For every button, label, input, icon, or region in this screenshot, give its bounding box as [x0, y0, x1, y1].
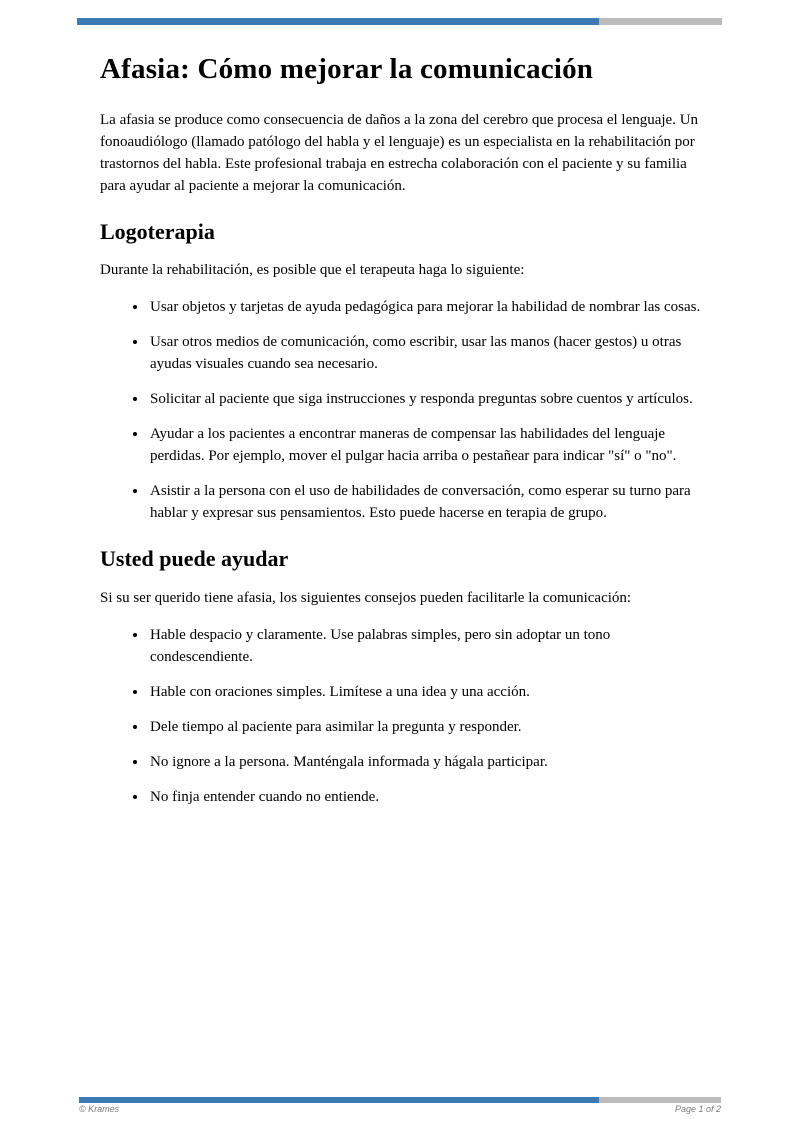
list-item: • Asistir a la persona con el uso de habilidades de conversación, como esperar su turno para hablar y expresar sus pensamientos. Esto puede hacerse en terapia de grupo.	[148, 480, 705, 524]
copyright-text: © Krames	[79, 1104, 120, 1114]
list-item: • Hable con oraciones simples. Limítese a una idea y una acción.	[148, 681, 705, 703]
list-item: • No ignore a la persona. Manténgala informada y hágala participar.	[148, 751, 705, 773]
intro-paragraph: La afasia se produce como consecuencia de daños a la zona del cerebro que procesa el lenguaje. Un fonoaudiólogo (llamado patólogo del habla y el lenguaje) es un especialista en la rehabilitación por trastornos del habla. Este profesional trabaja en estrecha colaboración con el paciente y su familia para ayudar al paciente a mejorar la comunicación.	[100, 111, 699, 194]
footer-accent-bar	[79, 1097, 721, 1103]
list-item: • Solicitar al paciente que siga instrucciones y responda preguntas sobre cuentos y artículos.	[148, 388, 705, 410]
section-lead-logoterapia: Durante la rehabilitación, es posible que el terapeuta haga lo siguiente:	[100, 262, 525, 279]
list-item: • Dele tiempo al paciente para asimilar la pregunta y responder.	[148, 716, 705, 738]
list-item: • Ayudar a los pacientes a encontrar maneras de compensar las habilidades del lenguaje perdidas. Por ejemplo, mover el pulgar hacia arriba o pestañear para indicar "sí" o "no".	[148, 423, 705, 467]
page-footer	[0, 1097, 800, 1130]
page-number: Page 1 of 2	[674, 1104, 721, 1114]
section-heading-usted-puede-ayudar: Usted puede ayudar	[100, 546, 289, 572]
section-lead-usted-puede-ayudar: Si su ser querido tiene afasia, los siguientes consejos pueden facilitarle la comunicación:	[100, 589, 632, 606]
footer-row	[79, 1104, 721, 1114]
footer-accent-bar-gray	[599, 1097, 721, 1103]
document-content	[100, 0, 705, 821]
list-item: • Hable despacio y claramente. Use palabras simples, pero sin adoptar un tono condescendiente.	[148, 624, 705, 668]
section-heading-logoterapia: Logoterapia	[100, 218, 215, 244]
page-title: Afasia: Cómo mejorar la comunicación	[100, 53, 594, 85]
footer-accent-bar-blue	[79, 1097, 599, 1103]
list-item: • Usar objetos y tarjetas de ayuda pedagógica para mejorar la habilidad de nombrar las cosas.	[148, 296, 705, 318]
list-item: • Usar otros medios de comunicación, como escribir, usar las manos (hacer gestos) u otras ayudas visuales cuando sea necesario.	[148, 331, 705, 375]
list-item: • No finja entender cuando no entiende.	[148, 786, 705, 808]
bullet-list-usted-puede-ayudar	[100, 624, 705, 808]
bullet-list-logoterapia	[100, 296, 705, 524]
